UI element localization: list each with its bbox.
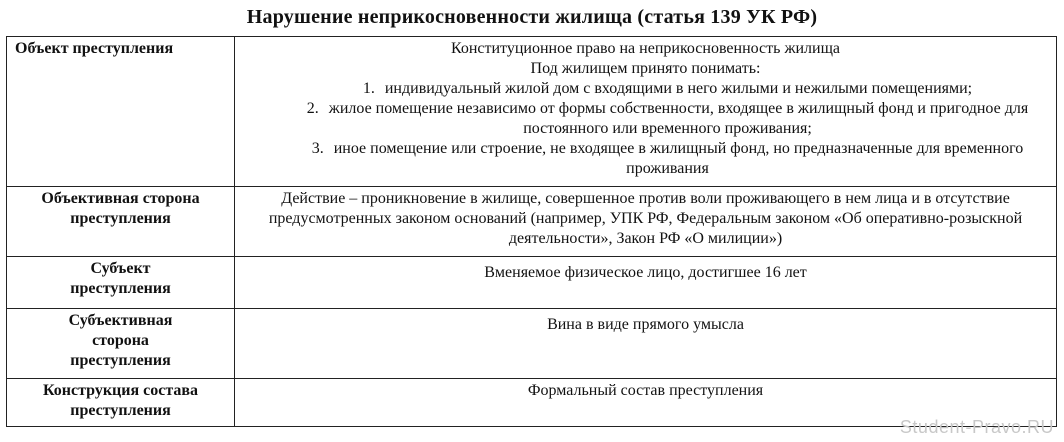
list-text: индивидуальный жилой дом с входящими в него жилыми и нежилыми помещениями;: [384, 80, 973, 97]
table-row-object: [7, 37, 1057, 187]
row-label: Конструкция состава преступления: [7, 379, 235, 427]
row-value: Формальный состав преступления: [235, 379, 1057, 427]
list-text: жилое помещение независимо от формы собственности, входящее в жилищный фонд и пригодное для постоянного или временного проживания;: [328, 100, 1029, 137]
table-row-subjective-side: [7, 309, 1057, 379]
site-watermark: Student-Pravo.RU: [899, 417, 1054, 437]
row-label: Объективная сторона преступления: [7, 187, 235, 257]
row-value: Действие – проникновение в жилище, совершенное против воли проживающего в нем лица и в отсутствие предусмотренных законом оснований (например, УПК РФ, Федеральным законом «Об оперативно-розыскной деятельности», Закон РФ «О милиции»): [235, 187, 1057, 257]
value-line: Под жилищем принято понимать:: [530, 60, 761, 77]
table-row-subject: [7, 257, 1057, 309]
table-row-objective-side: [7, 187, 1057, 257]
crime-elements-table: [6, 36, 1057, 427]
list-number: 1.: [362, 80, 375, 97]
dwelling-list: [241, 79, 1050, 179]
list-number: 3.: [311, 140, 324, 157]
row-label: Субъективная сторона преступления: [7, 309, 235, 379]
page-title: Нарушение неприкосновенности жилища (статья 139 УК РФ): [246, 6, 818, 28]
list-text: иное помещение или строение, не входящее в жилищный фонд, но предназначенные для временного проживания: [333, 140, 1024, 177]
row-label: Объект преступления: [7, 37, 235, 187]
row-value: [235, 37, 1057, 187]
row-label: Субъект преступления: [7, 257, 235, 309]
list-number: 2.: [306, 100, 319, 117]
list-item: [285, 99, 1050, 139]
row-value: Вменяемое физическое лицо, достигшее 16 лет: [235, 257, 1057, 309]
list-item: [285, 79, 1050, 99]
row-value: Вина в виде прямого умысла: [235, 309, 1057, 379]
value-line: Конституционное право на неприкосновенность жилища: [450, 40, 841, 57]
list-item: [285, 139, 1050, 179]
